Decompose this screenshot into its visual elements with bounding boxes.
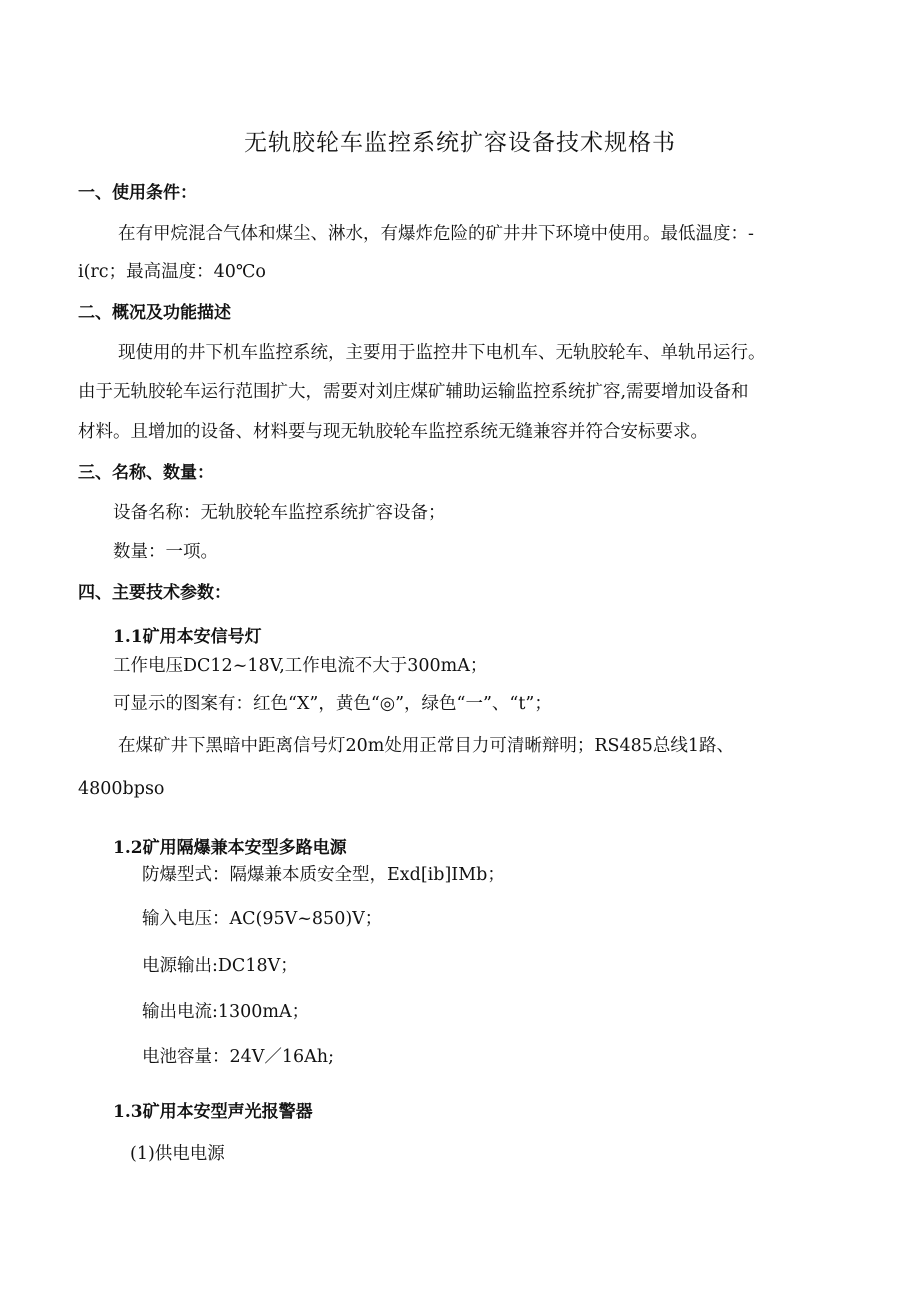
section2-paragraph-line1: 现使用的井下机车监控系统，主要用于监控井下电机车、无轨胶轮车、单轨吊运行。: [118, 343, 766, 363]
item2-line4: 输出电流:1300mA；: [142, 1002, 310, 1022]
item1-line2: 可显示的图案有：红色“X”，黄色“◎”，绿色“一”、“t”；: [113, 694, 552, 714]
section3-heading: 三、名称、数量：: [78, 463, 214, 483]
item3-heading: 1.3矿用本安型声光报警器: [113, 1102, 313, 1122]
section1-paragraph-line2: i(rc；最高温度：40℃o: [78, 262, 266, 282]
item1-heading: 1.1矿用本安信号灯: [113, 627, 262, 647]
section4-heading: 四、主要技术参数：: [78, 583, 231, 603]
item2-heading: 1.2矿用隔爆兼本安型多路电源: [113, 838, 347, 858]
item3-line1: (1)供电电源: [130, 1144, 225, 1164]
section2-paragraph-line3: 材料。且增加的设备、材料要与现无轨胶轮车监控系统无缝兼容并符合安标要求。: [78, 422, 708, 442]
item2-line2: 输入电压：AC(95V~850)V；: [142, 909, 383, 929]
section1-paragraph-line1: 在有甲烷混合气体和煤尘、淋水，有爆炸危险的矿井井下环境中使用。最低温度：-: [118, 224, 754, 244]
document-title: 无轨胶轮车监控系统扩容设备技术规格书: [244, 130, 676, 156]
item1-line4: 4800bpso: [78, 779, 165, 799]
section2-paragraph-line2: 由于无轨胶轮车运行范围扩大，需要对刘庄煤矿辅助运输监控系统扩容,需要增加设备和: [78, 382, 749, 402]
item2-line1: 防爆型式：隔爆兼本质安全型，Exd[ib]IMb；: [142, 865, 505, 885]
section3-quantity-line: 数量：一项。: [113, 542, 218, 562]
item1-line1: 工作电压DC12~18V,工作电流不大于300mA；: [113, 656, 488, 676]
item1-line3: 在煤矿井下黑暗中距离信号灯20m处用正常目力可清晰辩明；RS485总线1路、: [118, 736, 735, 756]
section2-heading: 二、概况及功能描述: [78, 303, 231, 323]
section3-name-line: 设备名称：无轨胶轮车监控系统扩容设备；: [113, 503, 446, 523]
section1-heading: 一、使用条件：: [78, 183, 197, 203]
item2-line3: 电源输出:DC18V；: [142, 956, 298, 976]
item2-line5: 电池容量：24V／16Ah;: [142, 1047, 334, 1067]
